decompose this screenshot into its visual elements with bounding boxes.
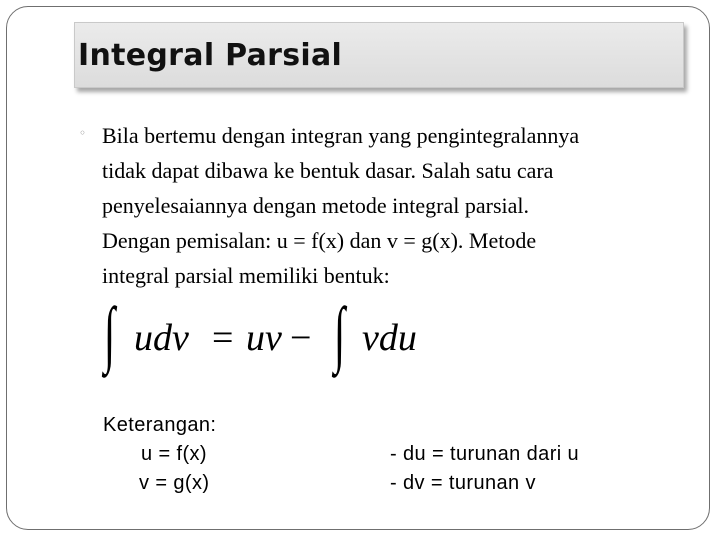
formula-rhs: vdu <box>362 317 417 359</box>
integral-sign-icon: ∫ <box>104 293 116 375</box>
paragraph-line: Dengan pemisalan: u = f(x) dan v = g(x). Metode <box>102 228 537 253</box>
paragraph-line: integral parsial memiliki bentuk: <box>102 263 390 288</box>
formula-equals: = <box>212 317 234 359</box>
formula-uv: uv <box>246 317 282 359</box>
slide-title: Integral Parsial <box>78 38 343 73</box>
keterangan-heading: Keterangan: <box>103 414 217 436</box>
body-paragraph <box>102 118 672 293</box>
keterangan-right-item: - dv = turunan v <box>390 472 536 494</box>
integral-sign-icon: ∫ <box>334 293 346 375</box>
keterangan-right-item: - du = turunan dari u <box>390 443 580 465</box>
formula-minus: − <box>290 317 312 359</box>
formula-lhs: udv <box>134 317 189 359</box>
paragraph-line: penyelesaiannya dengan metode integral parsial. <box>102 193 529 218</box>
paragraph-line: Bila bertemu dengan integran yang pengintegralannya <box>102 123 580 148</box>
paragraph-line: tidak dapat dibawa ke bentuk dasar. Salah satu cara <box>102 158 554 183</box>
keterangan-left-item: v = g(x) <box>139 472 210 494</box>
keterangan-left-item: u = f(x) <box>141 443 207 465</box>
bullet-icon: ◦ <box>79 126 87 140</box>
